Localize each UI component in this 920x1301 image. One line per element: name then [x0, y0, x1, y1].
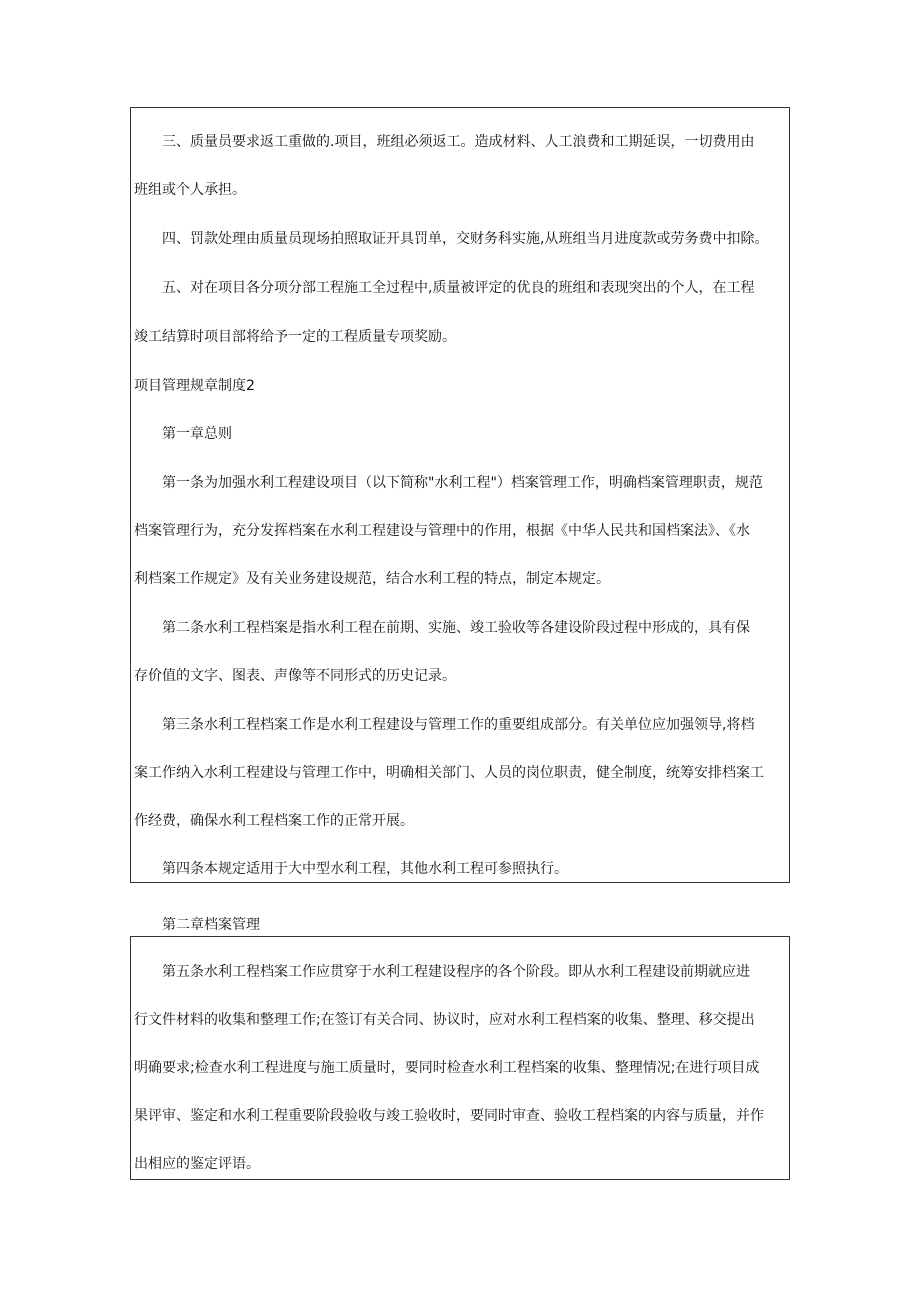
article-5-line-2: 行文件材料的收集和整理工作;在签订有关合同、协议时，应对水利工程档案的收集、整理、移交提出 [134, 1012, 755, 1028]
article-3-line-2: 案工作纳入水利工程建设与管理工作中，明确相关部门、人员的岗位职责，健全制度，统筹安排档案工 [134, 765, 764, 781]
article-2-line-2: 存价值的文字、图表、声像等不同形式的历史记录。 [134, 668, 456, 684]
article-5-line-1: 第五条水利工程档案工作应贯穿于水利工程建设程序的各个阶段。即从水利工程建设前期就应进 [162, 964, 750, 980]
article-5-line-4: 果评审、鉴定和水利工程重要阶段验收与竣工验收时，要同时审查、验收工程档案的内容与质量，并作 [134, 1108, 764, 1124]
paragraph-4-line-1: 四、罚款处理由质量员现场拍照取证开具罚单，交财务科实施,从班组当月进度款或劳务费中扣除。 [162, 231, 769, 247]
chapter-1-heading: 第一章总则 [162, 426, 232, 442]
paragraph-5-line-2: 竣工结算时项目部将给予一定的工程质量专项奖励。 [134, 329, 456, 345]
article-5-line-5: 出相应的鉴定评语。 [134, 1156, 260, 1172]
article-1-line-1: 第一条为加强水利工程建设项目（以下简称"水利工程"）档案管理工作，明确档案管理职责，规范 [162, 475, 763, 491]
article-4-line-1: 第四条本规定适用于大中型水利工程，其他水利工程可参照执行。 [162, 861, 568, 877]
article-3-line-3: 作经费，确保水利工程档案工作的正常开展。 [134, 813, 414, 829]
article-2-line-1: 第二条水利工程档案是指水利工程在前期、实施、竣工验收等各建设阶段过程中形成的，具有保 [162, 620, 750, 636]
article-5-line-3: 明确要求;检查水利工程进度与施工质量时，要同时检查水利工程档案的收集、整理情况;在进行项目成 [134, 1060, 760, 1076]
paragraph-3-line-1: 三、质量员要求返工重做的.项目，班组必须返工。造成材料、人工浪费和工期延误，一切费用由 [162, 134, 755, 150]
paragraph-3-line-2: 班组或个人承担。 [134, 182, 246, 198]
article-1-line-3: 利档案工作规定》及有关业务建设规范，结合水利工程的特点，制定本规定。 [134, 571, 610, 587]
chapter-2-heading: 第二章档案管理 [162, 917, 260, 933]
article-3-line-1: 第三条水利工程档案工作是水利工程建设与管理工作的重要组成部分。有关单位应加强领导,将档 [162, 717, 755, 733]
paragraph-5-line-1: 五、对在项目各分项分部工程施工全过程中,质量被评定的优良的班组和表现突出的个人，在工程 [162, 280, 755, 296]
article-1-line-2: 档案管理行为，充分发挥档案在水利工程建设与管理中的作用，根据《中华人民共和国档案法》、《水 [134, 523, 750, 539]
section-title: 项目管理规章制度2 [134, 378, 255, 394]
